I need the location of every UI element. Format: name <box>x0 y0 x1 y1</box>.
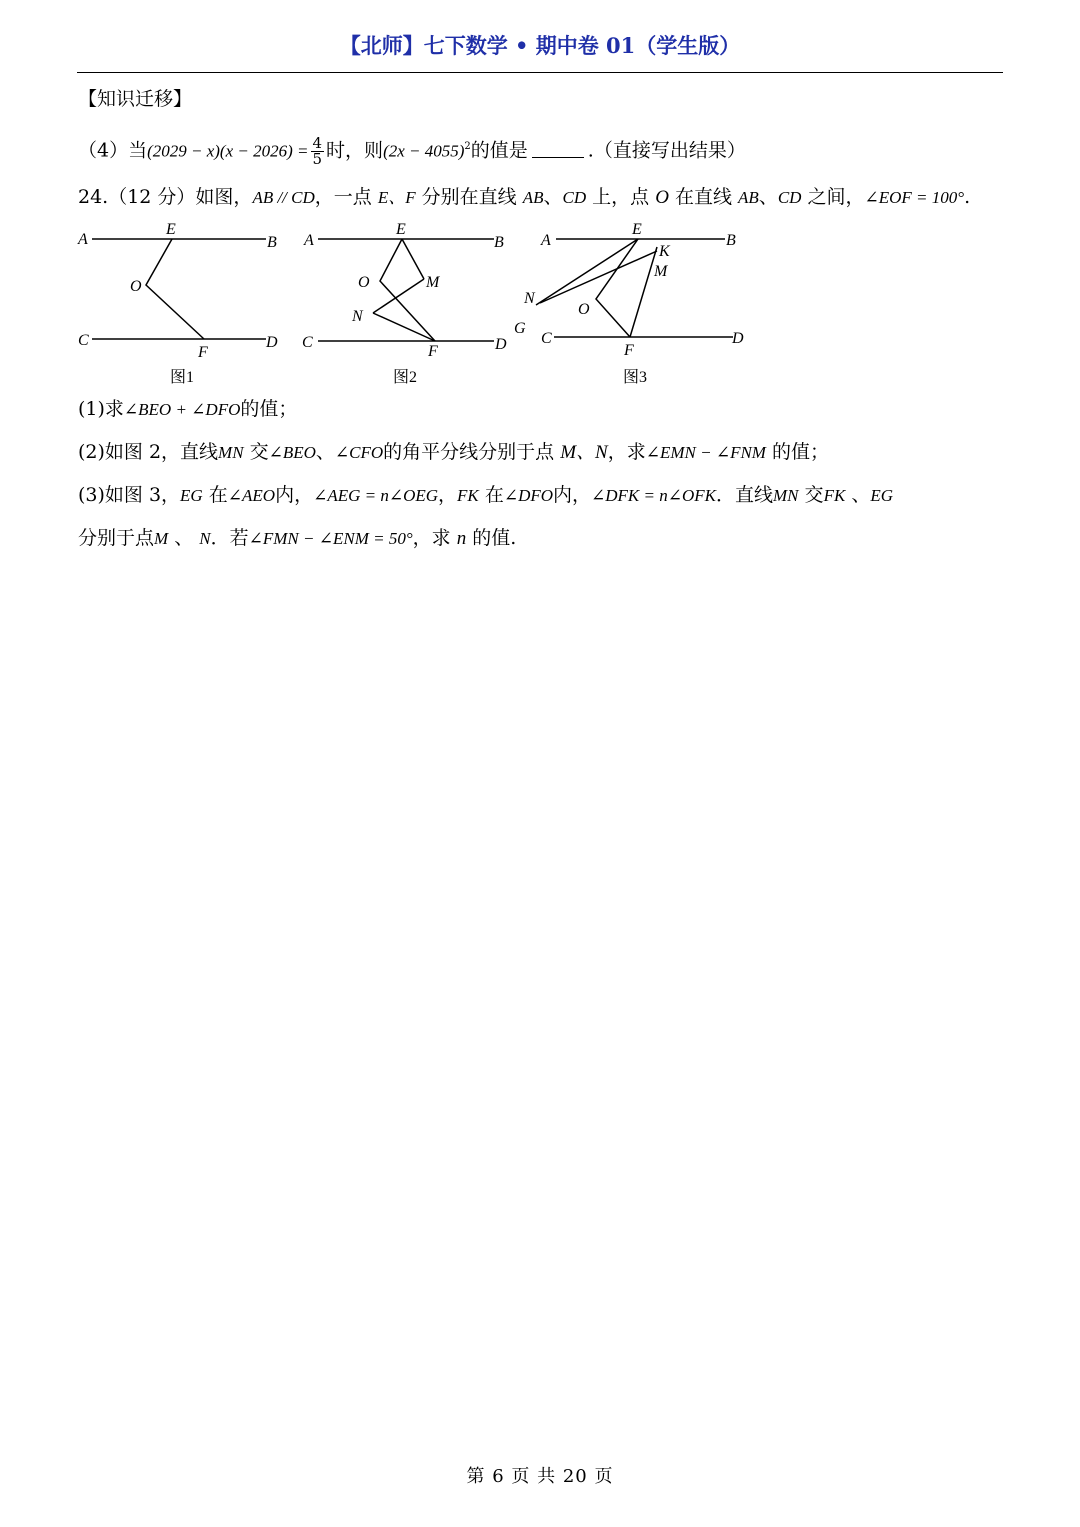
question-24-intro <box>78 184 970 211</box>
p1-b: 的值； <box>240 398 298 420</box>
p2-d: 的角平分线分别于点 <box>383 441 561 463</box>
p3b-n: N <box>199 529 211 548</box>
fig3-path-eof <box>596 239 638 337</box>
fig3-line-eg <box>536 239 638 305</box>
p3-e: 在 <box>478 484 504 506</box>
fig3-caption: 图3 <box>623 369 648 386</box>
figure-3 <box>536 239 733 337</box>
p3-rel2: ∠DFK = n∠OFK <box>591 486 716 505</box>
q24-intro-f: 之间， <box>801 186 865 208</box>
fig3-label-c: C <box>541 330 552 347</box>
q24-intro-d: 上，点 <box>586 186 656 208</box>
p3b-d: ，求 <box>412 527 457 549</box>
q24-intro-b: ，一点 <box>314 186 378 208</box>
fig2-label-m: M <box>426 274 440 291</box>
fig1-label-f: F <box>198 344 208 361</box>
p2-c: 、 <box>315 441 335 463</box>
figure-1 <box>92 239 266 339</box>
fig2-line-em <box>402 239 424 279</box>
p3b-m: M <box>154 529 169 548</box>
fig2-line-mn <box>373 279 424 313</box>
fig1-label-d: D <box>266 334 278 351</box>
q4-expr-right: (2x − 4055) <box>383 141 465 161</box>
p2-a: (2)如图 2，直线 <box>78 441 219 463</box>
q24-intro-c: 分别在直线 <box>415 186 523 208</box>
p2-mn: MN <box>218 443 244 462</box>
fig3-label-g: G <box>514 320 526 337</box>
q24-angle-eof: ∠EOF = 100° <box>864 188 965 207</box>
p1-a: (1)求 <box>78 398 124 420</box>
p1-expr: ∠BEO + ∠DFO <box>123 400 241 419</box>
question-4 <box>78 134 746 167</box>
fig1-label-e: E <box>166 221 176 238</box>
fig1-label-o: O <box>130 278 142 295</box>
p3-mn: MN <box>773 486 799 505</box>
p3b-c: ．若 <box>210 527 249 549</box>
q24-points-ef: E、F <box>377 188 416 207</box>
p3b-a: 分别于点 <box>78 527 155 549</box>
section-title: 【知识迁移】 <box>78 88 193 110</box>
p3-b: 在 <box>202 484 228 506</box>
p3-eg-2: EG <box>870 486 894 505</box>
p2-b: 交 <box>243 441 269 463</box>
p3-a: (3)如图 3， <box>78 484 181 506</box>
p3-h: 交 <box>798 484 824 506</box>
fig2-label-o: O <box>358 274 370 291</box>
fig1-label-b: B <box>267 234 277 251</box>
p3-i: 、 <box>845 484 871 506</box>
q24-point-o: O <box>655 187 669 208</box>
p2-f: 的值； <box>765 441 830 463</box>
q4-frac-denominator: 5 <box>312 149 323 168</box>
fig1-caption: 图1 <box>170 369 195 386</box>
p2-expr: ∠EMN − ∠FNM <box>645 443 766 462</box>
fig1-label-c: C <box>78 332 89 349</box>
q24-line-cd: CD <box>562 188 587 207</box>
fig2-label-b: B <box>494 234 504 251</box>
p2-points-mn: M、N <box>560 442 608 463</box>
figure-2 <box>318 239 494 341</box>
q24-intro-g: . <box>964 186 971 208</box>
page-footer: 第 6 页 共 20 页 <box>466 1466 614 1487</box>
p3-eg: EG <box>180 486 203 505</box>
p3b-n-var: n <box>456 528 467 549</box>
p3-rel1: ∠AEG = n∠OEG <box>313 486 439 505</box>
p3-f: 内， <box>553 484 592 506</box>
p3-angle-aeo: ∠AEO <box>227 486 276 505</box>
q24-line-ab: AB <box>522 188 544 207</box>
fig2-label-e: E <box>396 221 406 238</box>
figures-diagram <box>70 215 770 395</box>
p2-angle-beo: ∠BEO <box>268 443 316 462</box>
q4-answer-blank[interactable] <box>532 139 584 158</box>
p3-fk: FK <box>457 486 479 505</box>
p3-fk-2: FK <box>823 486 846 505</box>
q24-intro-e: 在直线 <box>668 186 739 208</box>
p3-g: ．直线 <box>716 484 774 506</box>
fig2-line-nf <box>373 313 435 341</box>
fig3-label-e: E <box>632 221 642 238</box>
fig2-label-d: D <box>495 336 507 353</box>
fig3-label-f: F <box>624 342 634 359</box>
q24-ab-parallel-cd: AB // CD <box>252 188 315 207</box>
p3b-b: 、 <box>168 527 200 549</box>
part-3 <box>78 482 893 509</box>
fig1-label-a: A <box>78 231 88 248</box>
part-2 <box>78 439 829 466</box>
p2-angle-cfo: ∠CFO <box>334 443 384 462</box>
fig2-label-n: N <box>352 308 363 325</box>
part-1 <box>78 396 297 423</box>
q4-fraction <box>311 133 325 168</box>
q4-expr-left: (2029 − x)(x − 2026) = <box>147 141 309 161</box>
p3b-expr: ∠FMN − ∠ENM = 50° <box>248 529 413 548</box>
fig2-label-f: F <box>428 343 438 360</box>
fig3-label-a: A <box>541 232 551 249</box>
fig2-caption: 图2 <box>393 369 418 386</box>
fig1-path-eof <box>146 239 204 339</box>
fig3-label-d: D <box>732 330 744 347</box>
fig3-label-n: N <box>524 290 535 307</box>
p2-e: ，求 <box>607 441 646 463</box>
part-3-continued <box>78 525 516 552</box>
q4-mid: 时，则 <box>326 139 384 162</box>
q24-intro-a: 24.（12 分）如图， <box>78 186 253 208</box>
fig3-label-o: O <box>578 301 590 318</box>
q24-line-ab-2: AB <box>738 188 759 207</box>
fig3-label-b: B <box>726 232 736 249</box>
page-header-title: 【北师】七下数学 • 期中卷 01（学生版） <box>339 33 741 58</box>
q4-tail2: .（直接写出结果） <box>587 139 746 162</box>
q24-line-cd-2: CD <box>777 188 802 207</box>
fig2-label-a: A <box>304 232 314 249</box>
fig3-label-k: K <box>659 243 670 260</box>
fig2-label-c: C <box>302 334 313 351</box>
header-divider <box>77 72 1003 73</box>
q4-label: （4）当 <box>78 139 148 162</box>
q4-tail: 的值是 <box>470 139 528 162</box>
fig3-label-m: M <box>654 263 668 280</box>
p3-d: ， <box>438 484 458 506</box>
p3-angle-dfo: ∠DFO <box>503 486 554 505</box>
q4-exponent: 2 <box>464 141 471 152</box>
p3-c: 内， <box>275 484 314 506</box>
q4-frac-numerator: 4 <box>312 133 323 152</box>
p3b-e: 的值. <box>466 527 517 549</box>
q24-sep-2: 、 <box>758 186 778 208</box>
q24-sep: 、 <box>543 186 563 208</box>
